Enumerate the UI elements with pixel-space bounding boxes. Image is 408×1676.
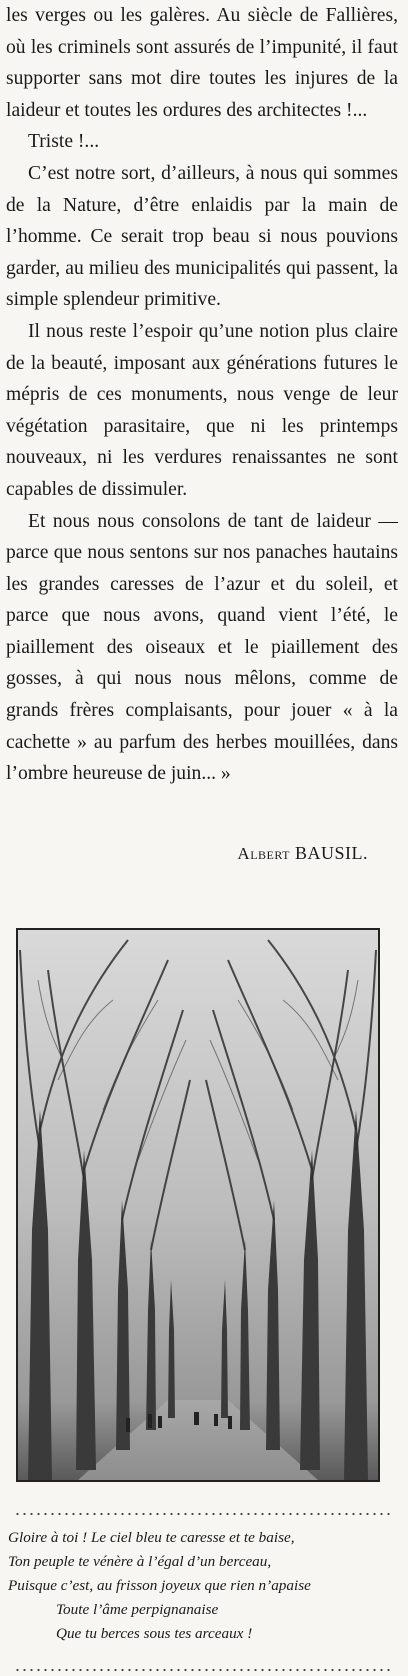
author-first-name: Albert [237, 844, 290, 863]
dotted-rule-bottom [14, 1668, 394, 1672]
poem-line-2: Ton peuple te vénère à l’égal d’un berceau, [8, 1553, 272, 1570]
poem-line-1: Gloire à toi ! Le ciel bleu te caresse et te baise, [8, 1529, 295, 1546]
paragraph-5: Et nous nous consolons de tant de laideur — parce que nous sentons sur nos panaches hautains les grandes caresses de l’azur et du soleil, et parce que nous avons, quand vient l’été, le piaillement des oiseaux et le piaillement des gosses, à qui nous nous mêlons, comme de grands frères complaisants, pour jouer « à la cachette » au parfum des herbes mouillées, dans l’ombre heureuse de juin... » [6, 510, 398, 785]
paragraph-3: C’est notre sort, d’ailleurs, à nous qui sommes de la Nature, d’être enlaidis par la main de l’homme. Ce serait trop beau si nous pouvions garder, au milieu des municipalités qui passent, la simple splendeur primitive. [6, 162, 398, 311]
poem-line-5: Que tu berces sous tes arceaux ! [56, 1625, 253, 1642]
tree-avenue-photo [16, 928, 380, 1482]
dotted-rule-top [14, 1512, 394, 1516]
poem-verse [8, 1526, 400, 1646]
author-last-name: BAUSIL. [294, 843, 368, 863]
poem-line-3: Puisque c’est, au frisson joyeux que rien n’apaise [8, 1577, 311, 1594]
poem-line-4: Toute l’âme perpignanaise [56, 1601, 219, 1618]
paragraph-4: Il nous reste l’espoir qu’une notion plus claire de la beauté, imposant aux générations futures le mépris de ces monuments, nous venge de leur végétation parasitaire, que ni les printemps nouveaux, ni les verdures renaissantes ne sont capables de dissimuler. [6, 320, 398, 500]
author-signature [237, 843, 368, 864]
article-text [6, 0, 398, 790]
paragraph-1: les verges ou les galères. Au siècle de Fallières, où les criminels sont assurés de l’impunité, il faut supporter sans mot dire toutes les injures de la laideur et toutes les ordures des architectes !... [6, 5, 398, 121]
paragraph-2: Triste !... [28, 131, 100, 153]
